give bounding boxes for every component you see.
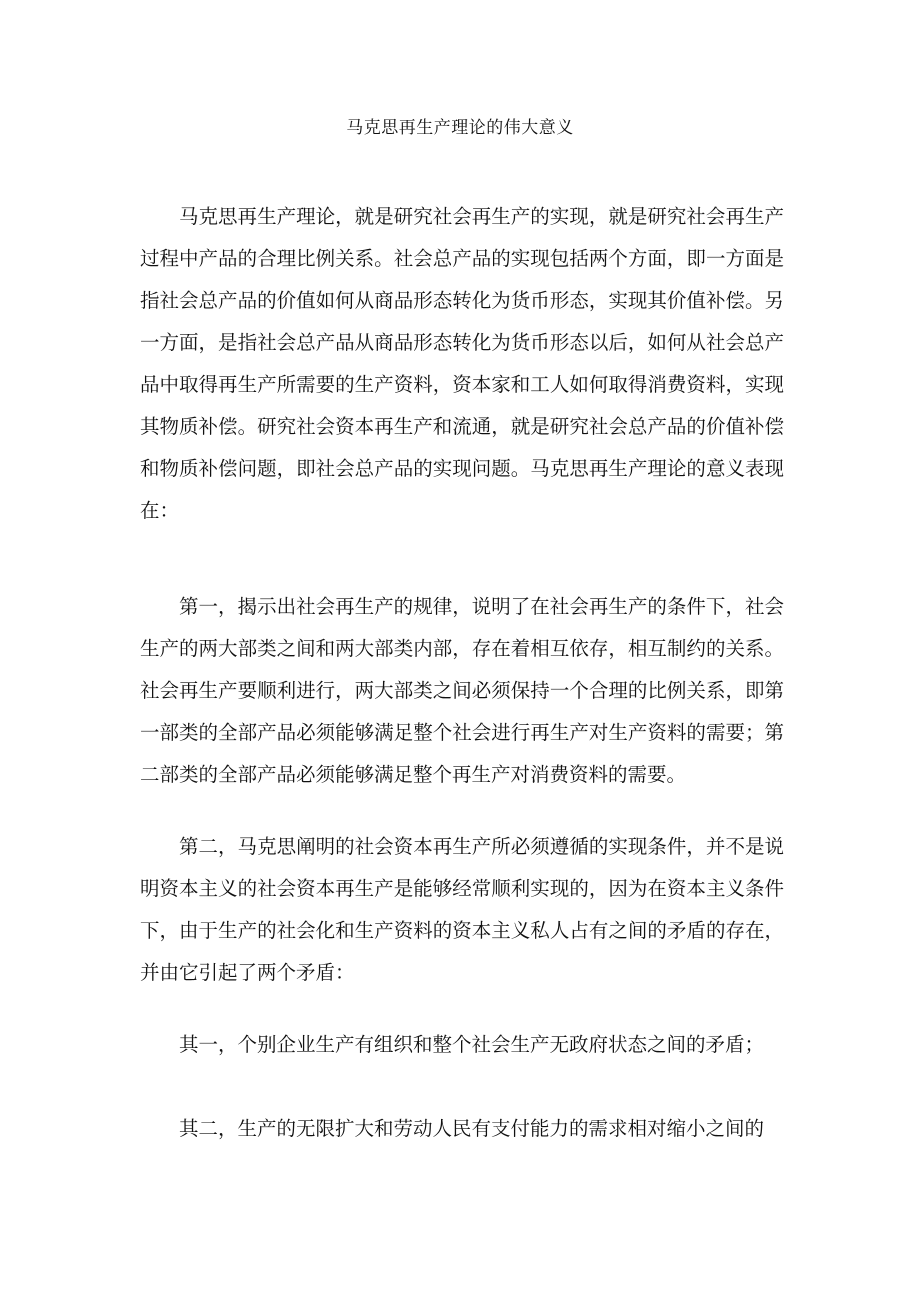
paragraph-text: 马克思再生产理论，就是研究社会再生产的实现，就是研究社会再生产过程中产品的合理比例关系。社会总产品的实现包括两个方面，即一方面是指社会总产品的价值如何从商品形态转化为货币形态，实现其价值补偿。另一方面，是指社会总产品从商品形态转化为货币形态以后，如何从社会总产品中取得再生产所需要的生产资料，资本家和工人如何取得消费资料，实现其物质补偿。研究社会资本再生产和流通，就是研究社会总产品的价值补偿和物质补偿问题，即社会总产品的实现问题。马克思再生产理论的意义表现在： bbox=[140, 205, 784, 522]
paragraph-contradiction-one bbox=[140, 1024, 784, 1066]
paragraph-contradiction-two bbox=[140, 1108, 784, 1150]
paragraph-text: 第二，马克思阐明的社会资本再生产所必须遵循的实现条件，并不是说明资本主义的社会资本再生产是能够经常顺利实现的，因为在资本主义条件下，由于生产的社会化和生产资料的资本主义私人占有之间的矛盾的存在，并由它引起了两个矛盾： bbox=[140, 835, 784, 984]
document-title: 马克思再生产理论的伟大意义 bbox=[346, 118, 574, 138]
paragraph-text: 第一，揭示出社会再生产的规律，说明了在社会再生产的条件下，社会生产的两大部类之间和两大部类内部，存在着相互依存，相互制约的关系。社会再生产要顺利进行，两大部类之间必须保持一个合理的比例关系，即第一部类的全部产品必须能够满足整个社会进行再生产对生产资料的需要；第二部类的全部产品必须能够满足整个再生产对消费资料的需要。 bbox=[140, 595, 784, 786]
paragraph-intro bbox=[140, 196, 784, 532]
paragraph-second-point bbox=[140, 826, 784, 994]
paragraph-first-point bbox=[140, 586, 784, 796]
paragraph-text: 其二，生产的无限扩大和劳动人民有支付能力的需求相对缩小之间的 bbox=[179, 1117, 765, 1140]
paragraph-text: 其一，个别企业生产有组织和整个社会生产无政府状态之间的矛盾； bbox=[179, 1033, 765, 1056]
